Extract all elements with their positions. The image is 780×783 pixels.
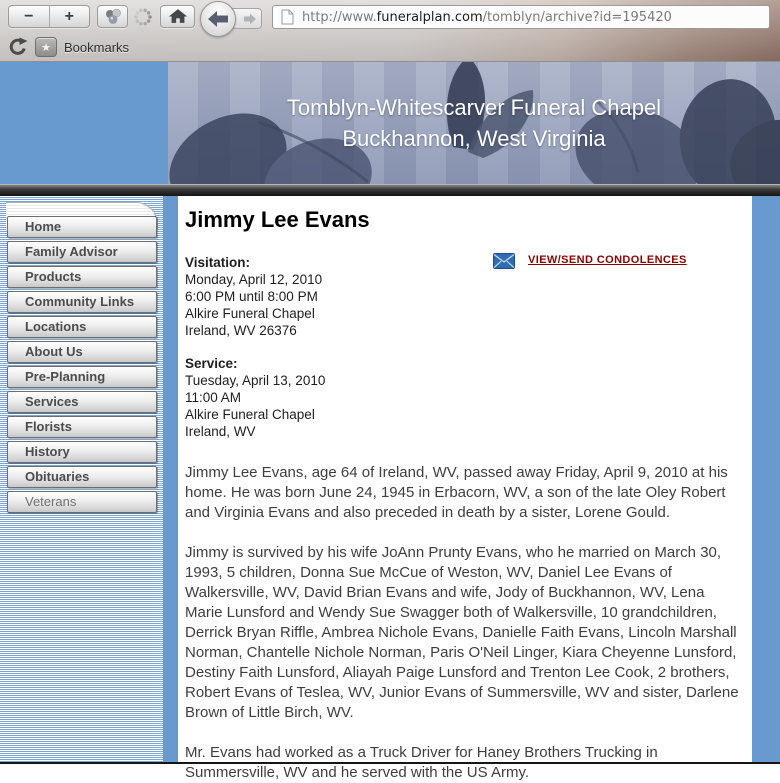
- visitation-place: Alkire Funeral Chapel: [185, 306, 315, 321]
- service-date: Tuesday, April 13, 2010: [185, 373, 326, 388]
- visitation-time: 6:00 PM until 8:00 PM: [185, 289, 318, 304]
- service-heading: Service:: [185, 356, 238, 371]
- funeral-home-location: Buckhannon, West Virginia: [342, 126, 606, 151]
- url-domain: funeralplan.com: [376, 9, 483, 25]
- visitation-heading: Visitation:: [185, 255, 251, 270]
- sidebar-item-family-advisor[interactable]: Family Advisor: [7, 241, 157, 263]
- page-title: Jimmy Lee Evans: [185, 207, 370, 232]
- zoom-in-button[interactable]: [49, 6, 90, 27]
- minus-icon: −: [24, 7, 34, 25]
- app-menu-button[interactable]: [97, 5, 128, 28]
- sidebar-item-home[interactable]: Home: [7, 216, 157, 238]
- sidebar-nav: [7, 216, 157, 516]
- obituary-paragraph-1: Jimmy Lee Evans, age 64 of Ireland, WV, passed away Friday, April 9, 2010 at his home. He was born June 24, 1945 in Erbacorn, WV, a son of the late Oley Robert and Virginia Evans and also preceded in death by a sister, Lorene Gould.: [185, 464, 728, 521]
- plus-icon: +: [64, 7, 74, 25]
- header-divider-bar: [0, 184, 780, 196]
- sidebar-item-community-links[interactable]: Community Links: [7, 291, 157, 313]
- condolences-link[interactable]: [493, 252, 687, 269]
- service-block: [185, 355, 742, 440]
- url-text: [302, 10, 672, 25]
- forward-arrow-icon: [242, 12, 258, 26]
- header-leaves-image: [168, 62, 780, 184]
- back-button[interactable]: [200, 1, 236, 37]
- page-body: [0, 196, 780, 781]
- sidebar-item-products[interactable]: Products: [7, 266, 157, 288]
- page-document-icon: [281, 9, 294, 25]
- service-time: 11:00 AM: [185, 390, 242, 405]
- bookmarks-label[interactable]: Bookmarks: [64, 40, 130, 55]
- sidebar-item-locations[interactable]: Locations: [7, 316, 157, 338]
- service-city: Ireland, WV: [185, 424, 256, 439]
- home-icon: [167, 8, 189, 25]
- grapes-icon: [103, 8, 123, 25]
- sidebar-item-veterans[interactable]: Veterans: [7, 491, 157, 513]
- browser-toolbar: [0, 0, 780, 62]
- bookmarks-button[interactable]: [35, 37, 57, 57]
- zoom-button-group: [8, 5, 90, 28]
- sidebar-item-pre-planning[interactable]: Pre-Planning: [7, 366, 157, 388]
- obituary-content: [178, 196, 752, 781]
- back-arrow-icon: [206, 9, 230, 29]
- service-place: Alkire Funeral Chapel: [185, 407, 315, 422]
- sidebar-item-about-us[interactable]: About Us: [7, 341, 157, 363]
- url-prefix: http://www.: [302, 9, 377, 25]
- envelope-icon: [493, 253, 515, 269]
- sidebar-item-florists[interactable]: Florists: [7, 416, 157, 438]
- visitation-block: [185, 254, 742, 339]
- zoom-out-button[interactable]: [9, 6, 49, 27]
- home-button[interactable]: [160, 5, 195, 28]
- sidebar-item-obituaries[interactable]: Obituaries: [7, 466, 157, 488]
- sidebar-item-history[interactable]: History: [7, 441, 157, 463]
- star-icon: ★: [41, 41, 51, 54]
- funeral-home-title: [168, 92, 780, 154]
- header-left-block: [0, 62, 168, 184]
- url-path: /tomblyn/archive?id=195420: [482, 9, 672, 25]
- sidebar-striped-background: [0, 196, 163, 764]
- condolences-label: VIEW/SEND CONDOLENCES: [528, 254, 687, 266]
- url-bar[interactable]: [272, 5, 770, 29]
- visitation-city: Ireland, WV 26376: [185, 323, 297, 338]
- visitation-date: Monday, April 12, 2010: [185, 272, 323, 287]
- reload-button[interactable]: [8, 37, 28, 57]
- obituary-paragraph-2: Jimmy is survived by his wife JoAnn Prunty Evans, who he married on March 30, 1993, 5 children, Donna Sue McCue of Weston, WV, Daniel Lee Evans of Walkersville, WV, David Brian Evans and wife, Jody of Buckhannon, WV, Lena Marie Lunsford and Wendy Sue Swagger both of Walkersville, 10 grandchildren, Derrick Bryan Riffle, Ambrea Nichole Evans, Danielle Faith Evans, Lincoln Marshall Norman, Chantelle Nichole Norman, Paris O'Neil Linger, Kiara Cheyenne Lunsford, Destiny Faith Lunsford, Aliayah Paige Lunsford and Trenton Lee Cook, 2 brothers, Robert Evans of Teslea, WV, Junior Evans of Summersville, WV and sister, Darlene Brown of Little Birch, WV.: [185, 544, 739, 721]
- obituary-paragraph-3: Mr. Evans had worked as a Truck Driver for Haney Brothers Trucking in Summersville, WV and he served with the US Army.: [185, 744, 658, 781]
- loading-spinner-icon: [134, 8, 152, 26]
- site-header: [0, 62, 780, 184]
- funeral-home-name: Tomblyn-Whitescarver Funeral Chapel: [286, 95, 662, 120]
- sidebar-item-services[interactable]: Services: [7, 391, 157, 413]
